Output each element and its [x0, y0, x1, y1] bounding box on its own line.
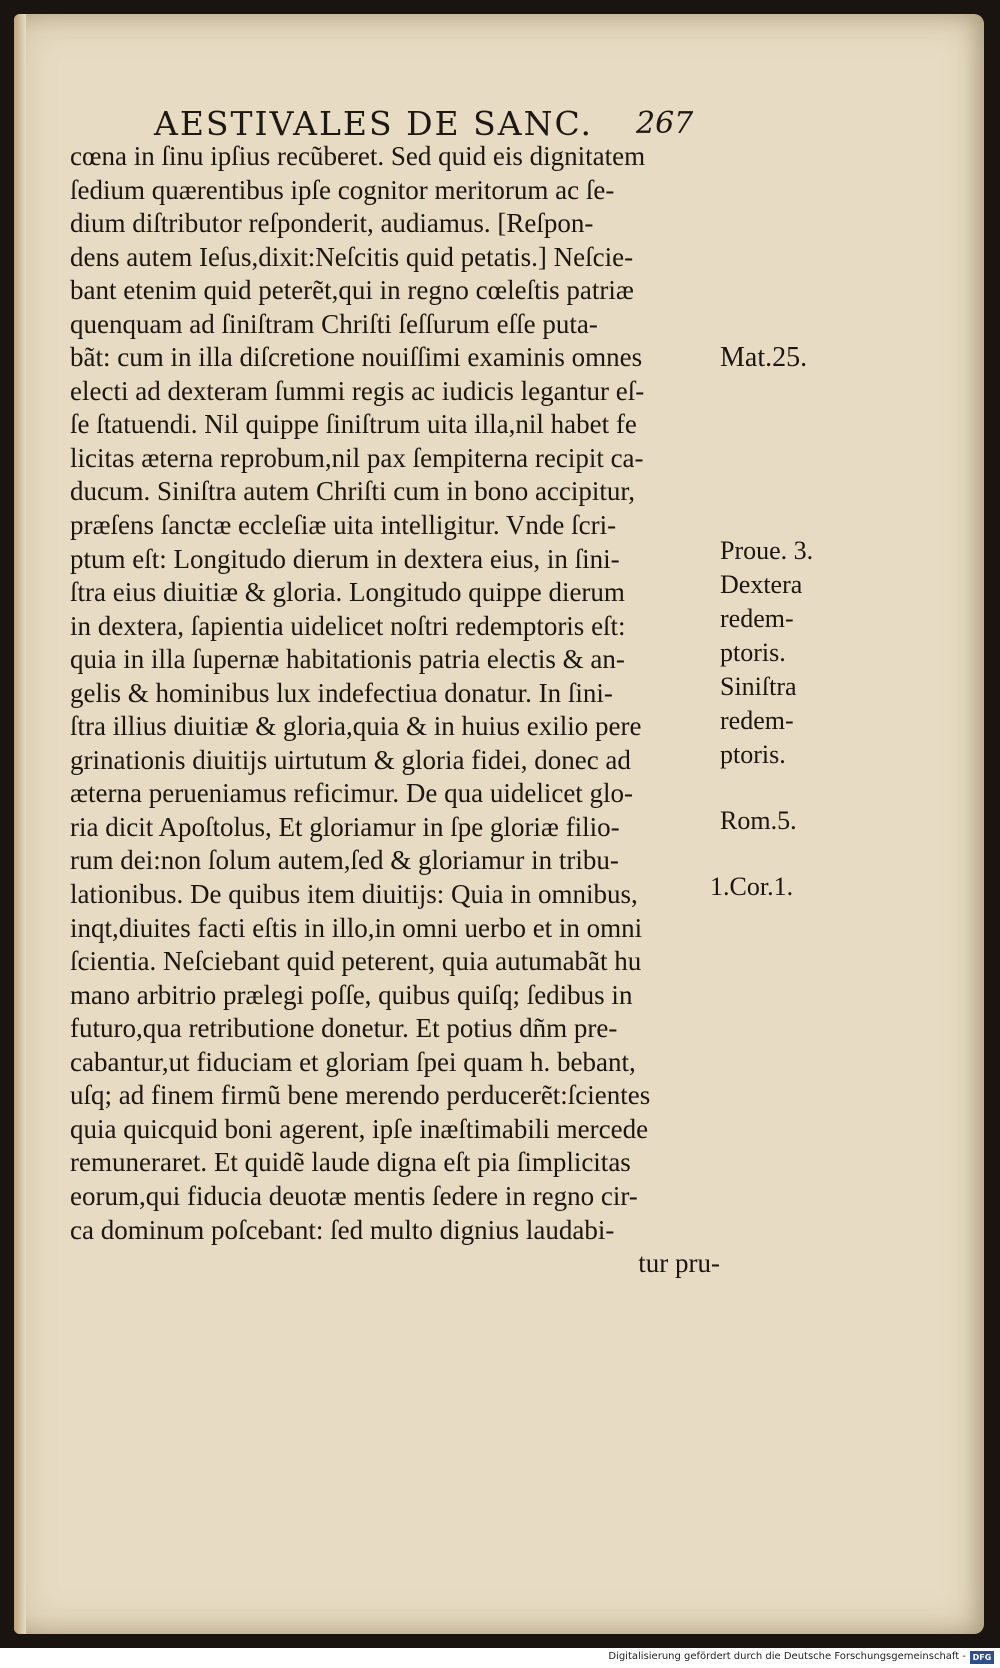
text-line: lationibus. De quibus item diuitijs: Quia in omnibus, — [70, 879, 638, 910]
text-line: remuneraret. Et quidẽ laude digna eſt pia ſimplicitas — [70, 1147, 631, 1178]
margin-note-dextera: Dextera — [720, 570, 803, 599]
text-line: inqt,diuites facti eſtis in illo,in omni uerbo et in omni — [70, 912, 643, 943]
text-line: cabantur,ut fiduciam et gloriam ſpei quam h. bebant, — [70, 1046, 636, 1077]
text-line: licitas æterna reprobum,nil pax ſempiterna recipit ca- — [70, 442, 644, 473]
text-line: ſcientia. Neſciebant quid peterent, quia autumabãt hu — [70, 946, 642, 977]
footer-credit: Digitalisierung gefördert durch die Deutsche Forschungsgemeinschaft - — [608, 1651, 966, 1662]
margin-note-proue: Proue. 3. — [720, 536, 814, 565]
margin-note-cor: 1.Cor.1. — [710, 872, 794, 901]
text-line: quenquam ad ſiniſtram Chriſti ſeſſurum eſſe puta- — [70, 308, 598, 339]
text-line: ſe ſtatuendi. Nil quippe ſiniſtrum uita illa,nil habet fe — [70, 409, 637, 440]
text-line: ſtra eius diuitiæ & gloria. Longitudo quippe dierum — [70, 577, 625, 608]
margin-note-redem-2: redem- — [720, 706, 794, 735]
margin-note-rom: Rom.5. — [720, 806, 797, 835]
text-line: bant etenim quid peterẽt,qui in regno cœleſtis patriæ — [70, 275, 634, 306]
text-line: in dextera, ſapientia uidelicet noſtri redemptoris eſt: — [70, 610, 626, 641]
footer-bar — [0, 1648, 1000, 1668]
running-head-title: AESTIVALES DE SANC. — [154, 104, 594, 143]
text-line: grinationis diuitijs uirtutum & gloria fidei, donec ad — [70, 744, 631, 775]
page-number: 267 — [636, 106, 694, 141]
text-line: electi ad dexteram ſummi regis ac iudicis legantur eſ- — [70, 375, 645, 406]
catchword: tur pru- — [638, 1248, 720, 1279]
text-line: futuro,qua retributione donetur. Et potius dñm pre- — [70, 1013, 618, 1044]
text-line: ptum eſt: Longitudo dierum in dextera eius, in ſini- — [70, 543, 620, 574]
text-line: ducum. Siniſtra autem Chriſti cum in bono accipitur, — [70, 476, 636, 507]
body-text — [70, 140, 770, 1281]
text-line: bãt: cum in illa diſcretione nouiſſimi examinis omnes — [70, 342, 643, 373]
running-head — [14, 104, 984, 144]
text-line: eorum,qui fiducia deuotæ mentis ſedere in regno cir- — [70, 1180, 638, 1211]
margin-note-mat: Mat.25. — [720, 342, 808, 373]
dfg-logo-icon: DFG — [970, 1651, 994, 1664]
text-line: mano arbitrio prælegi poſſe, quibus quiſq; ſedibus in — [70, 979, 633, 1010]
text-line: ſedium quærentibus ipſe cognitor meritorum ac ſe- — [70, 174, 615, 205]
margin-note-redem-1: redem- — [720, 604, 794, 633]
text-line: præſens ſanctæ eccleſiæ uita intelligitur. Vnde ſcri- — [70, 510, 617, 541]
text-line: ſtra illius diuitiæ & gloria,quia & in huius exilio pere — [70, 711, 642, 742]
book-page — [14, 14, 984, 1634]
text-line: æterna perueniamus reficimur. De qua uidelicet glo- — [70, 778, 634, 809]
page-gutter-shadow — [14, 14, 26, 1634]
text-line: cœna in ſinu ipſius recũberet. Sed quid eis dignitatem — [70, 141, 646, 171]
margin-note-ptoris-1: ptoris. — [720, 638, 786, 667]
margin-note-sinistra: Siniſtra — [720, 672, 797, 701]
text-line: dens autem Ieſus,dixit:Neſcitis quid petatis.] Neſcie- — [70, 241, 634, 272]
margin-note-ptoris-2: ptoris. — [720, 740, 786, 769]
text-line: gelis & hominibus lux indefectiua donatur. In ſini- — [70, 677, 613, 708]
text-line: ria dicit Apoſtolus, Et gloriamur in ſpe gloriæ filio- — [70, 811, 620, 842]
text-line: uſq; ad finem firmũ bene merendo perducerẽt:ſcientes — [70, 1080, 651, 1111]
text-line: ca dominum poſcebant: ſed multo dignius laudabi- — [70, 1214, 615, 1245]
text-line: quia quicquid boni agerent, ipſe inæſtimabili mercede — [70, 1113, 649, 1144]
text-line: quia in illa ſupernæ habitationis patria electis & an- — [70, 644, 625, 675]
text-line: dium diſtributor reſponderit, audiamus. [Reſpon- — [70, 208, 594, 239]
text-line: rum dei:non ſolum autem,ſed & gloriamur in tribu- — [70, 845, 619, 876]
